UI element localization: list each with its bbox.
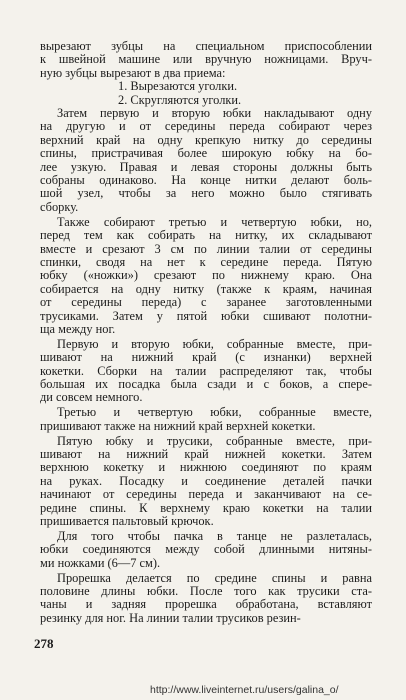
text-line: половине длины юбки. После того как трусики ста- xyxy=(40,584,372,598)
list-item: 2. Скругляются уголки. xyxy=(118,92,242,107)
text-line: Затем первую и вторую юбки накладывают одну xyxy=(57,106,372,120)
source-url: http://www.liveinternet.ru/users/galina_o/ xyxy=(150,684,339,696)
text-line: пришивают также на нижний край верхней кокетки. xyxy=(40,418,316,433)
text-line: шивают на нижний край (с изнанки) верхней xyxy=(40,350,372,365)
text-line: шой узел, чтобы за него можно было стягивать xyxy=(40,186,372,201)
text-line: вырезают зубцы на специальном приспособлении xyxy=(40,39,372,53)
text-line: редине спины. К верхнему краю кокетки на талии xyxy=(40,500,372,515)
text-line: к швейной машине или вручную ножницами. Вруч- xyxy=(40,52,372,67)
text-line: Пятую юбку и трусики, собранные вместе, при- xyxy=(57,433,372,448)
text-line: на другую и от середины переда собирают через xyxy=(40,119,372,134)
text-line: ща между ног. xyxy=(40,321,116,336)
text-line: резинку для ног. На линии талии трусиков резин- xyxy=(40,610,301,625)
text-line: ди совсем немного. xyxy=(40,390,143,405)
text-line: пришивается пальтовый крючок. xyxy=(40,514,214,528)
text-line: спинки, сводя на нет к середине переда. Пятую xyxy=(40,254,372,269)
text-line: ми ножками (6—7 см). xyxy=(40,555,161,570)
text-line: верхнюю кокетку и нижнюю соединяют по краям xyxy=(40,460,372,475)
text-line: верхний край на одну крепкую нитку до середины xyxy=(40,132,372,147)
text-line: Первую и вторую юбки, собранные вместе, при- xyxy=(57,336,372,351)
text-line: Третью и четвертую юбки, собранные вместе, xyxy=(57,405,372,420)
text-line: на руках. Посадку и соединение деталей пачки xyxy=(40,473,372,488)
text-line: шивают на нижний край нижней кокетки. Затем xyxy=(40,447,372,461)
text-line: юбку («ножки») срезают по нижнему краю. Она xyxy=(40,268,372,283)
text-line: чаны и задняя прорешка обработана, вставляют xyxy=(40,597,372,612)
text-line: сборку. xyxy=(40,199,79,214)
text-line: спины, пристрачивая более широкую юбку на бо- xyxy=(40,146,372,161)
text-line: от середины переда) с заранее заготовленными xyxy=(40,295,372,310)
text-line: вместе и срезают 3 см по линии талии от середины xyxy=(40,241,372,256)
text-line: Прорешка делается по средине спины и равна xyxy=(57,570,372,585)
text-line: большая их посадка была сзади и с боков, а спере- xyxy=(40,377,372,391)
list-item: 1. Вырезаются уголки. xyxy=(118,79,238,94)
text-line: лее узкую. Правая и левая стороны должны быть xyxy=(40,159,372,174)
text-line: перед тем как собирать на нитку, их складывают xyxy=(40,228,372,243)
text-line: кокетки. Сборки на талии распределяют так, чтобы xyxy=(40,363,372,378)
page-number: 278 xyxy=(34,636,54,651)
text-line: Также собирают третью и четвертую юбки, но, xyxy=(57,214,372,229)
text-line: ную зубцы вырезают в два приема: xyxy=(40,65,226,80)
text-line: трусиками. Затем у пятой юбки сшивают полотни- xyxy=(40,308,372,323)
text-line: собраны одинаково. На конце нитки делают боль- xyxy=(40,173,372,187)
text-line: собирается на одну нитку (также к краям, начиная xyxy=(40,281,372,296)
text-line: начинают от середины переда и заканчивают на се- xyxy=(40,487,372,502)
text-line: Для того чтобы пачка в танце не разлеталась, xyxy=(57,528,372,543)
text-line: юбки соединяются между собой длинными нитяны- xyxy=(40,542,372,557)
